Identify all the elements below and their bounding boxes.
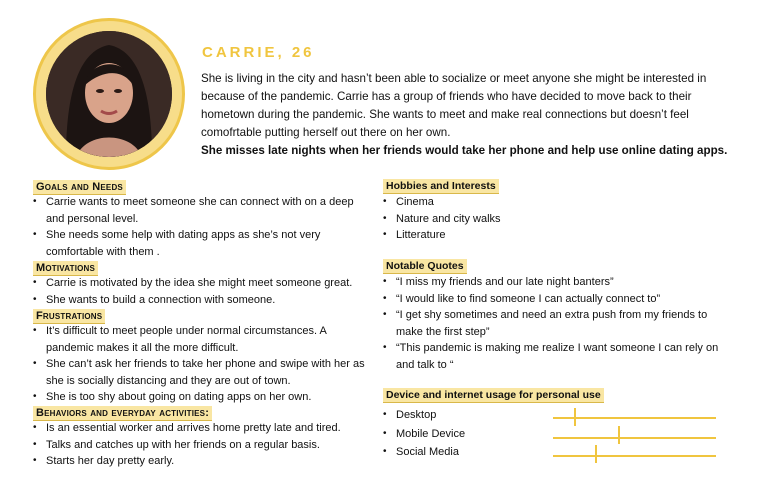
list-item: • Carrie is motivated by the idea she might meet someone great. (30, 275, 370, 292)
list-item: • Carrie wants to meet someone she can connect with on a deep and personal level. (30, 194, 370, 227)
usage-item-social: • Social Media (380, 443, 550, 462)
list-item: • She is too shy about going on dating apps on her own. (30, 389, 370, 406)
motivations-list (30, 275, 370, 308)
list-item: • “I miss my friends and our late night banters” (380, 274, 730, 291)
list-item: • “I get shy sometimes and need an extra push from my friends to make the first step” (380, 307, 730, 340)
behaviors-list (30, 420, 370, 470)
list-item: • Talks and catches up with her friends on a regular basis. (30, 437, 370, 454)
list-item: • Litterature (380, 227, 730, 244)
slider-knob (574, 408, 576, 426)
list-item: • “This pandemic is making me realize I want someone I can rely on and talk to “ (380, 340, 730, 373)
list-item: • She needs some help with dating apps as she’s not very comfortable with them . (30, 227, 370, 260)
motivations-title: Motivations (33, 261, 98, 276)
list-item: • Starts her day pretty early. (30, 453, 370, 470)
quotes-list (380, 274, 730, 373)
list-item: • It’s difficult to meet people under normal circumstances. A pandemic makes it all the more difficult. (30, 323, 370, 356)
slider-track (553, 417, 716, 419)
behaviors-title: Behaviors and everyday activities: (33, 406, 212, 421)
hobbies-title: Hobbies and Interests (383, 179, 499, 194)
usage-title: Device and internet usage for personal use (383, 388, 604, 403)
avatar (46, 31, 172, 157)
bio-text: She is living in the city and hasn’t been able to socialize or meet anyone she might be interested in because of the pandemic. Carrie has a group of friends who have decided to move back to their hometown during the pandemic. She wants to meet and make real connections but doesn’t feel comofrtable putting herself out there on her own. (201, 72, 707, 139)
slider-knob (595, 445, 597, 463)
slider-track (553, 455, 716, 457)
usage-list (380, 406, 550, 462)
list-item: • Nature and city walks (380, 211, 730, 228)
list-item: • Is an essential worker and arrives home pretty late and tired. (30, 420, 370, 437)
frustrations-title: Frustrations (33, 309, 105, 324)
bio-emphasis: She misses late nights when her friends would take her phone and help use online dating apps. (201, 144, 728, 157)
usage-item-mobile: • Mobile Device (380, 425, 550, 444)
list-item: • “I would like to find someone I can actually connect to” (380, 291, 730, 308)
usage-item-desktop: • Desktop (380, 406, 550, 425)
list-item: • She can’t ask her friends to take her phone and swipe with her as she is socially distancing and they are out of town. (30, 356, 370, 389)
list-item: • She wants to build a connection with someone. (30, 292, 370, 309)
list-item: • Cinema (380, 194, 730, 211)
hobbies-list (380, 194, 730, 244)
goals-list (30, 194, 370, 260)
persona-bio (201, 70, 731, 160)
avatar-frame (33, 18, 185, 170)
goals-title: Goals and Needs (33, 180, 126, 195)
avatar-photo (46, 31, 172, 157)
slider-track (553, 437, 716, 439)
slider-knob (618, 426, 620, 444)
quotes-title: Notable Quotes (383, 259, 467, 274)
persona-name: CARRIE, 26 (202, 44, 315, 61)
frustrations-list (30, 323, 370, 406)
